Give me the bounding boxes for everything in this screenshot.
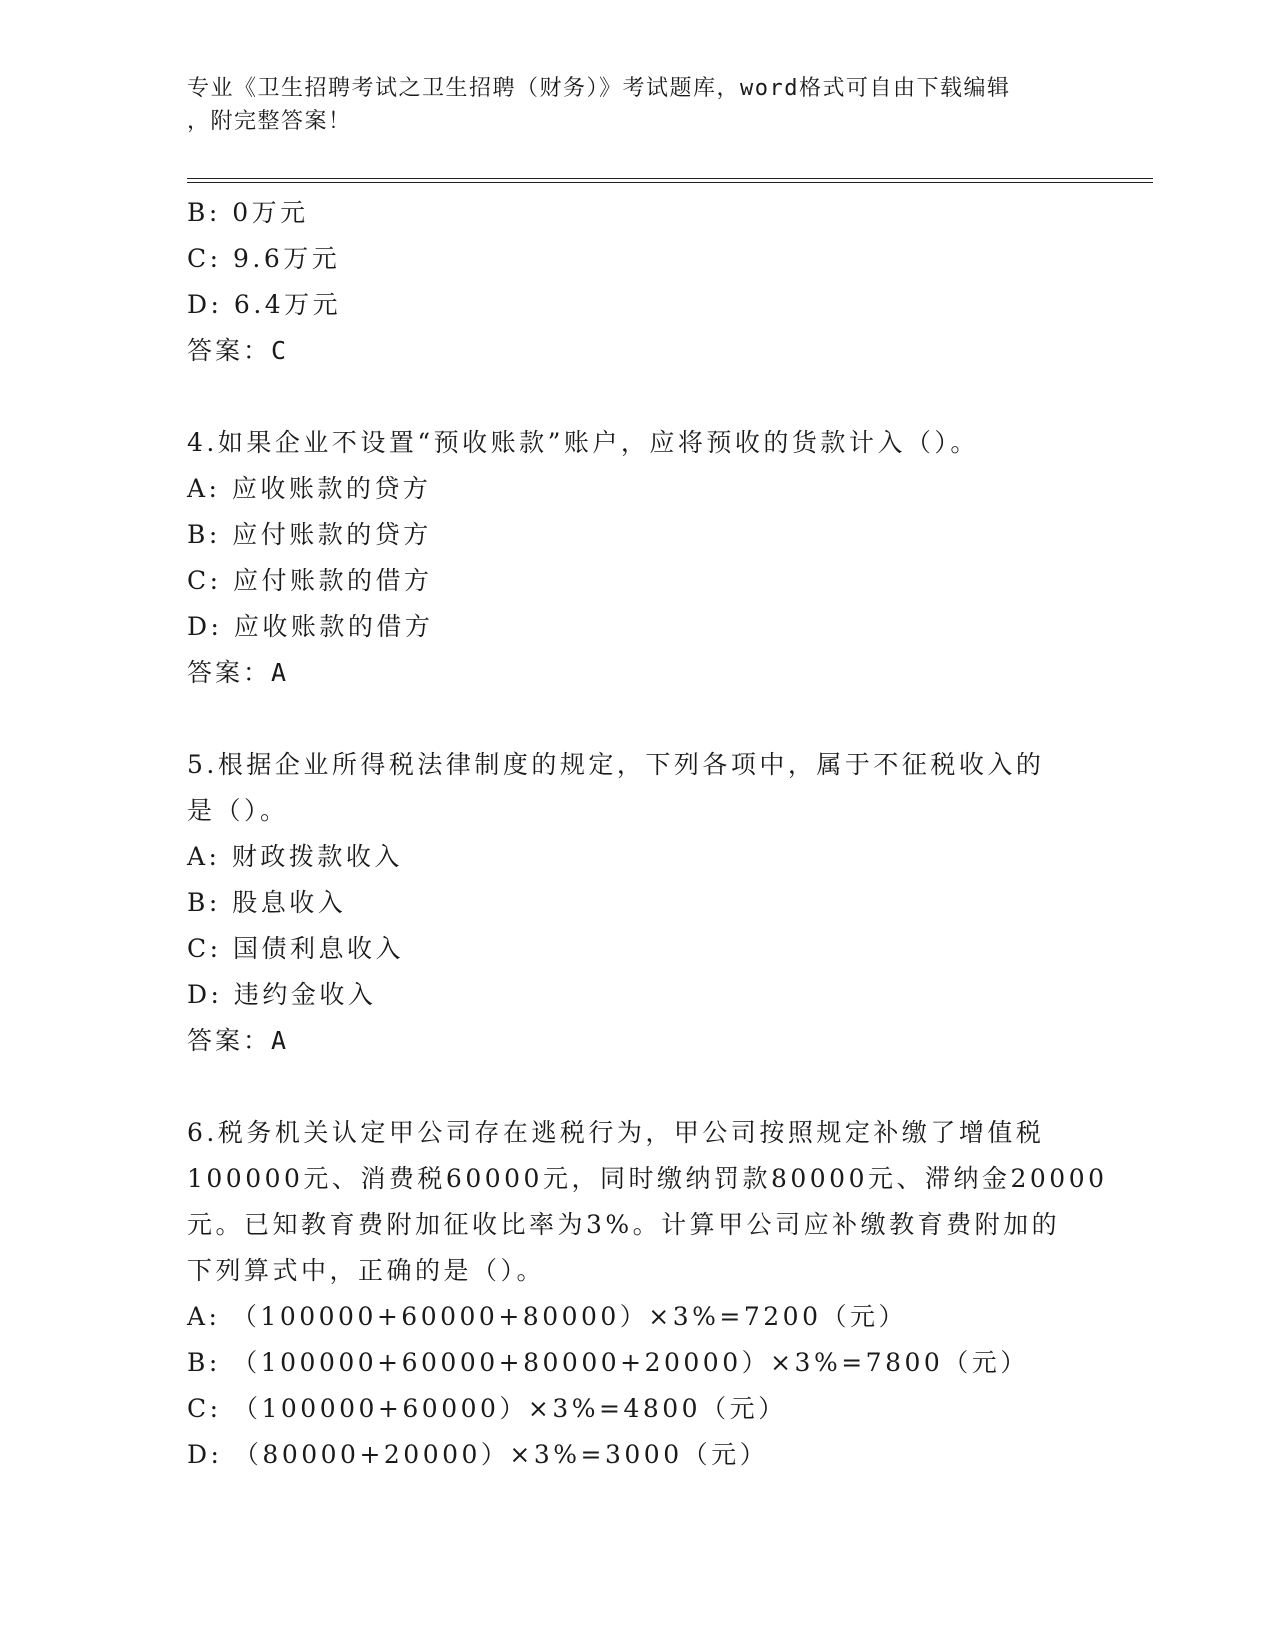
option-b: B: （100000+60000+80000+20000）×3%=7800（元） (187, 1348, 1029, 1377)
option-b: B: 应付账款的贷方 (187, 520, 432, 549)
question-text: 4.如果企业不设置“预收账款”账户，应将预收的货款计入（）。 (187, 428, 979, 457)
question-5 (187, 742, 1087, 1064)
question-text-line-2: 是（）。 (187, 796, 289, 825)
question-text-line-1: 6.税务机关认定甲公司存在逃税行为，甲公司按照规定补缴了增值税 (187, 1118, 1045, 1147)
spacer (187, 696, 1087, 742)
question-text-line-1: 5.根据企业所得税法律制度的规定，下列各项中，属于不征税收入的 (187, 750, 1045, 779)
option-c: C: 国债利息收入 (187, 934, 404, 963)
header-rule-bottom (187, 182, 1153, 183)
question-3-tail (187, 190, 1087, 374)
question-6 (187, 1110, 1108, 1478)
question-text-line-3: 元。已知教育费附加征收比率为3%。计算甲公司应补缴教育费附加的 (187, 1210, 1061, 1239)
option-d: D: 违约金收入 (187, 980, 377, 1009)
option-d: D: 应收账款的借方 (187, 612, 434, 641)
option-a: A: 应收账款的贷方 (187, 474, 432, 503)
header-line-2: ，附完整答案！ (187, 109, 352, 134)
question-list (187, 190, 1108, 1478)
question-4 (187, 420, 1087, 696)
header-line-1: 专业《卫生招聘考试之卫生招聘（财务）》考试题库，word格式可自由下载编辑 (187, 76, 1011, 101)
answer: 答案：A (187, 658, 290, 687)
option-d: D: （80000+20000）×3%=3000（元） (187, 1440, 769, 1469)
header-rule-top (187, 178, 1153, 179)
answer: 答案：A (187, 1026, 290, 1055)
spacer (187, 1064, 1087, 1110)
document-header (187, 72, 1067, 138)
option-b: B: 0万元 (187, 198, 309, 227)
option-a: A: （100000+60000+80000）×3%=7200（元） (187, 1302, 907, 1331)
answer: 答案：C (187, 336, 290, 365)
question-text-line-2: 100000元、消费税60000元，同时缴纳罚款80000元、滞纳金20000 (187, 1164, 1108, 1193)
option-c: C: 应付账款的借方 (187, 566, 433, 595)
spacer (187, 374, 1087, 420)
option-b: B: 股息收入 (187, 888, 347, 917)
option-c: C: （100000+60000）×3%=4800（元） (187, 1394, 787, 1423)
option-a: A: 财政拨款收入 (187, 842, 403, 871)
question-text-line-4: 下列算式中，正确的是（）。 (187, 1256, 546, 1285)
option-c: C: 9.6万元 (187, 244, 341, 273)
option-d: D: 6.4万元 (187, 290, 342, 319)
